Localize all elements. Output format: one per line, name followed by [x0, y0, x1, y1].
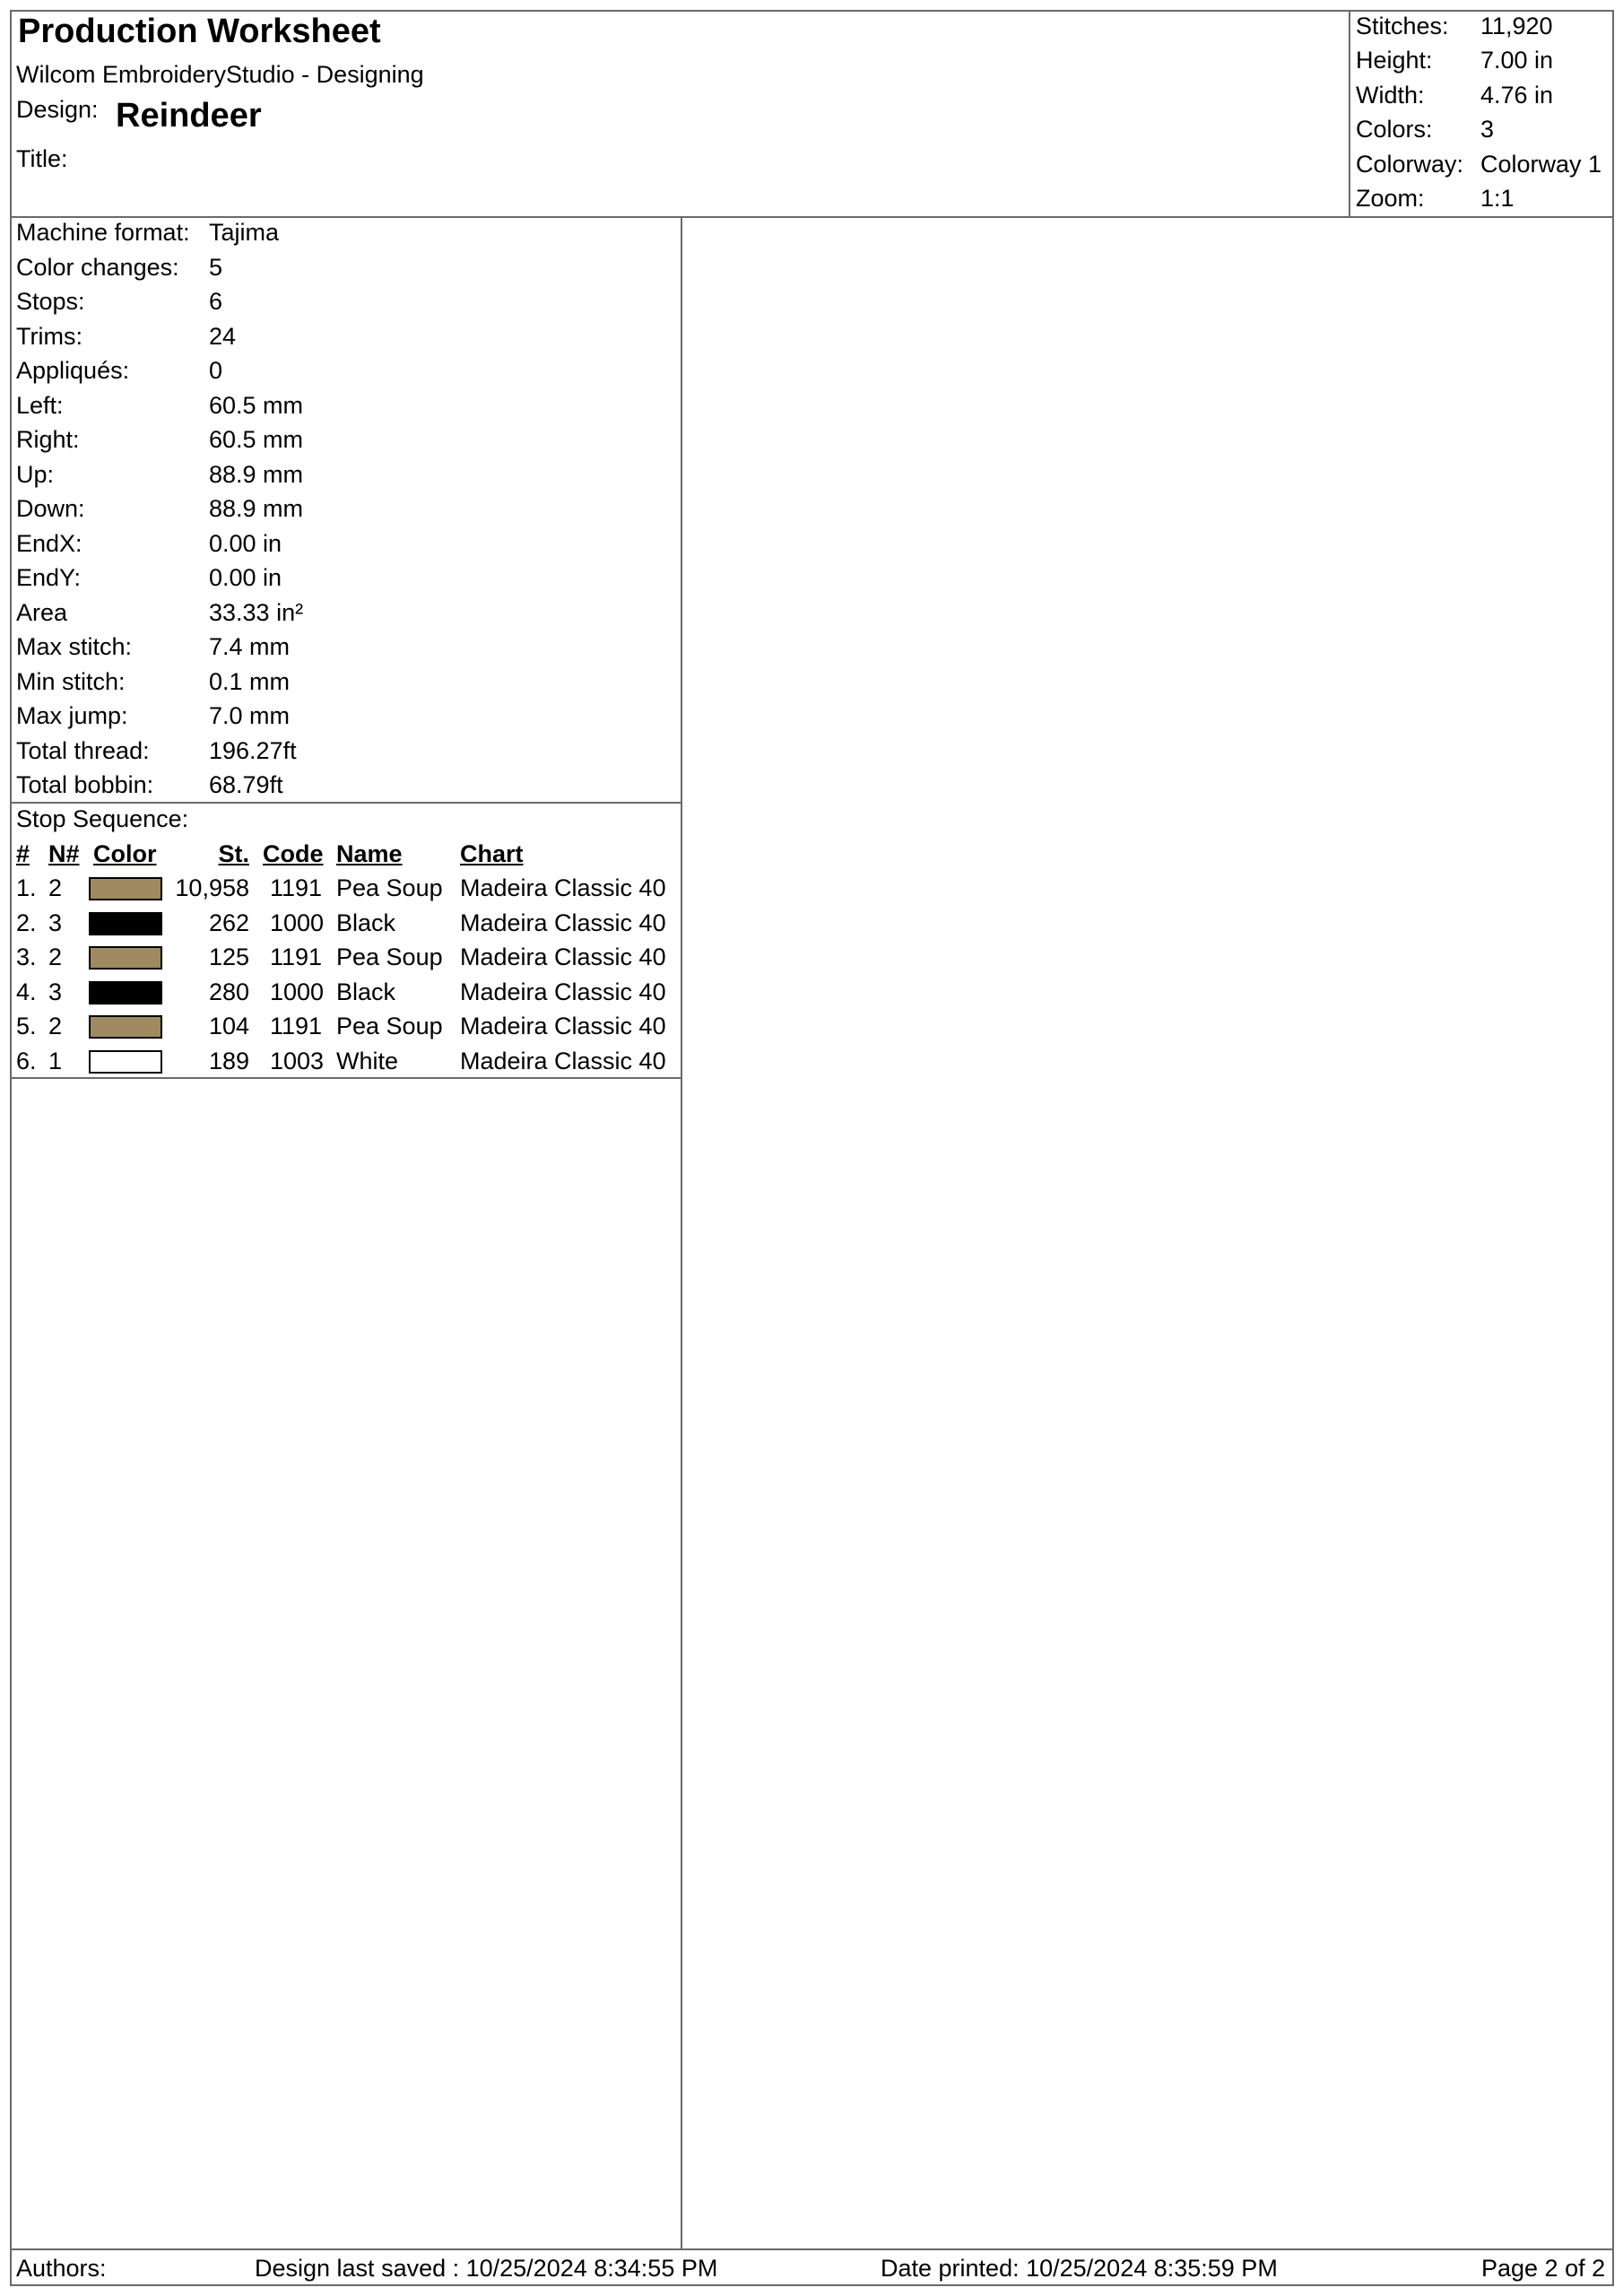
row-code: 1000 [270, 978, 325, 1005]
sequence-divider [10, 1077, 682, 1079]
page-title: Production Worksheet [18, 13, 381, 50]
row-thread-name: Pea Soup [336, 1013, 443, 1039]
row-thread-name: Pea Soup [336, 874, 443, 901]
summary-label: Colorway: [1356, 150, 1464, 178]
detail-value: 5 [209, 253, 223, 281]
software-name: Wilcom EmbroideryStudio - Designing [16, 61, 424, 88]
row-thread-name: Black [336, 978, 396, 1005]
stop-sequence-label: Stop Sequence: [16, 805, 189, 832]
detail-label: Total bobbin: [16, 771, 154, 798]
row-code: 1000 [270, 909, 325, 936]
detail-label: Right: [16, 426, 80, 453]
row-number: 6. [16, 1047, 37, 1074]
row-number: 1. [16, 874, 37, 901]
column-divider [681, 216, 682, 2250]
footer-divider [10, 2248, 1614, 2250]
row-chart: Madeira Classic 40 [460, 1047, 666, 1074]
detail-value: 88.9 mm [209, 460, 304, 488]
header-divider [10, 216, 1614, 218]
detail-value: 7.0 mm [209, 702, 291, 729]
row-code: 1191 [270, 1013, 323, 1039]
summary-value: 11,920 [1480, 13, 1553, 39]
design-name: Reindeer [116, 97, 262, 135]
row-chart: Madeira Classic 40 [460, 1013, 666, 1039]
detail-value: 6 [209, 288, 223, 315]
detail-value: 60.5 mm [209, 391, 304, 419]
footer-authors: Authors: [16, 2255, 107, 2282]
detail-label: Color changes: [16, 253, 179, 281]
row-code: 1191 [270, 874, 323, 901]
row-stitches: 189 [208, 1047, 249, 1074]
detail-label: Max jump: [16, 702, 128, 729]
detail-value: 0.00 in [209, 529, 282, 557]
footer-date-printed: Date printed: 10/25/2024 8:35:59 PM [881, 2255, 1278, 2282]
row-chart: Madeira Classic 40 [460, 944, 666, 970]
detail-value: 0 [209, 357, 223, 384]
row-stitches: 262 [208, 909, 249, 936]
detail-value: 60.5 mm [209, 426, 304, 453]
detail-value: 33.33 in² [209, 598, 304, 626]
row-needle: 2 [48, 874, 63, 901]
detail-label: EndY: [16, 564, 82, 591]
column-header-stitches: St. [218, 840, 249, 867]
detail-value: 0.00 in [209, 564, 282, 591]
row-thread-name: Pea Soup [336, 944, 443, 970]
row-stitches: 280 [208, 978, 249, 1005]
detail-label: Max stitch: [16, 633, 133, 660]
row-number: 5. [16, 1013, 37, 1039]
column-header-needle: N# [48, 840, 80, 867]
row-stitches: 10,958 [175, 874, 249, 901]
row-needle: 2 [48, 944, 63, 970]
detail-value: Tajima [209, 219, 280, 246]
row-number: 2. [16, 909, 37, 936]
row-needle: 3 [48, 909, 63, 936]
detail-label: Area [16, 598, 68, 626]
row-needle: 3 [48, 978, 63, 1005]
detail-label: Trims: [16, 322, 82, 350]
footer-last-saved: Design last saved : 10/25/2024 8:34:55 PM [255, 2255, 718, 2282]
detail-label: Up: [16, 460, 55, 488]
detail-value: 196.27ft [209, 736, 297, 764]
summary-value: 3 [1480, 116, 1495, 144]
row-thread-name: Black [336, 909, 396, 936]
row-needle: 1 [48, 1047, 63, 1074]
row-code: 1191 [270, 944, 323, 970]
detail-label: Left: [16, 391, 64, 419]
summary-label: Width: [1356, 81, 1425, 109]
column-header-name: Name [336, 840, 403, 867]
detail-label: EndX: [16, 529, 82, 557]
detail-value: 24 [209, 322, 237, 350]
worksheet-frame [10, 10, 1614, 2286]
summary-value: 1:1 [1480, 185, 1515, 212]
summary-label: Zoom: [1356, 185, 1425, 212]
detail-label: Stops: [16, 288, 85, 315]
detail-value: 68.79ft [209, 771, 283, 798]
detail-value: 7.4 mm [209, 633, 291, 660]
detail-label: Down: [16, 495, 85, 522]
row-chart: Madeira Classic 40 [460, 978, 666, 1005]
row-needle: 2 [48, 1013, 63, 1039]
detail-value: 88.9 mm [209, 495, 304, 522]
row-thread-name: White [336, 1047, 399, 1074]
column-header-chart: Chart [460, 840, 524, 867]
detail-label: Appliqués: [16, 357, 130, 384]
summary-value: 4.76 in [1480, 81, 1554, 109]
row-number: 3. [16, 944, 37, 970]
row-stitches: 104 [208, 1013, 249, 1039]
column-header-color: Color [93, 840, 157, 867]
detail-label: Min stitch: [16, 667, 126, 695]
details-divider [10, 802, 682, 804]
column-header-number: # [16, 840, 30, 867]
summary-value: Colorway 1 [1480, 150, 1602, 178]
title-label: Title: [16, 145, 68, 172]
row-chart: Madeira Classic 40 [460, 909, 666, 936]
row-code: 1003 [270, 1047, 325, 1074]
footer-page-number: Page 2 of 2 [1481, 2255, 1606, 2282]
design-label: Design: [16, 96, 99, 123]
detail-value: 0.1 mm [209, 667, 291, 695]
summary-label: Colors: [1356, 116, 1433, 144]
summary-label: Stitches: [1356, 13, 1449, 39]
summary-divider [1349, 10, 1350, 218]
detail-label: Total thread: [16, 736, 150, 764]
row-stitches: 125 [208, 944, 249, 970]
summary-value: 7.00 in [1480, 47, 1554, 74]
row-number: 4. [16, 978, 37, 1005]
column-header-code: Code [263, 840, 324, 867]
summary-label: Height: [1356, 47, 1433, 74]
detail-label: Machine format: [16, 219, 190, 246]
row-chart: Madeira Classic 40 [460, 874, 666, 901]
